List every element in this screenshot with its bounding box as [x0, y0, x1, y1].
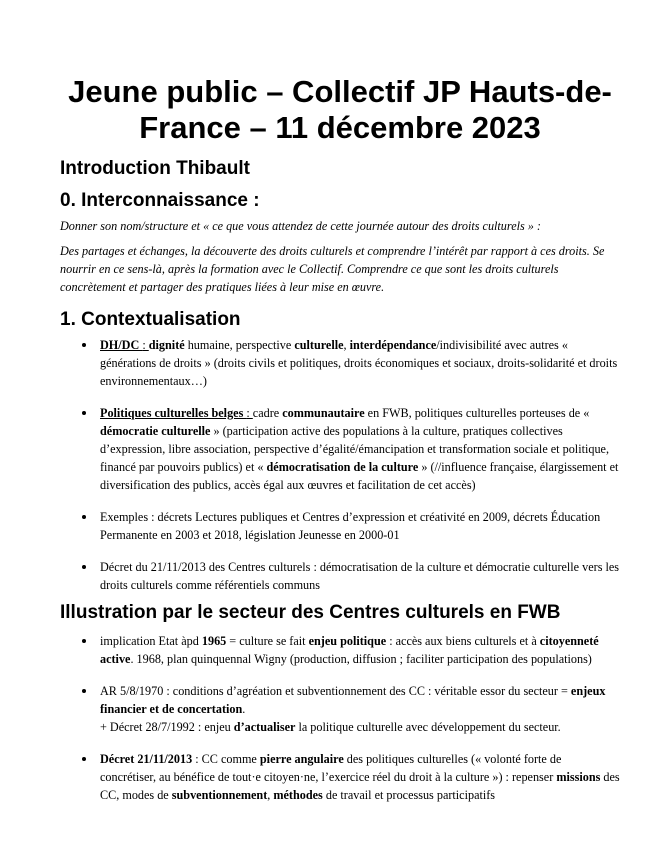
contextualisation-list: [60, 336, 620, 594]
page-title: Jeune public – Collectif JP Hauts-de-France – 11 décembre 2023: [68, 74, 612, 145]
intro-heading: Introduction Thibault: [60, 158, 250, 179]
interconnaissance-answer: Des partages et échanges, la découverte des droits culturels et comprendre l’intérêt par rapport à ces droits. Se nourrir en ce sens-là, après la formation avec le Collectif. Comprendre ce que sont les droits culturels concrètement et partager des pratiques liées à leur mise en œuvre.: [60, 244, 605, 294]
illustration-list: [60, 632, 620, 804]
list-item: Décret du 21/11/2013 des Centres culturels : démocratisation de la culture et démocratie culturelle vers les droits culturels comme référentiels communs: [60, 558, 620, 594]
list-item: DH/DC : dignité humaine, perspective culturelle, interdépendance/indivisibilité avec autres « générations de droits » (droits civils et politiques, droits économiques et sociaux, droits-solidarité et droits environnementaux…): [60, 336, 620, 390]
list-item: Exemples : décrets Lectures publiques et Centres d’expression et créativité en 2009, décrets Éducation Permanente en 2003 et 2018, législation Jeunesse en 2000-01: [60, 508, 620, 544]
list-item: AR 5/8/1970 : conditions d’agréation et subventionnement des CC : véritable essor du secteur = enjeux financier et de concertation. + Décret 28/7/1992 : enjeu d’actualiser la politique culturelle avec développement du secteur.: [60, 682, 620, 736]
interconnaissance-prompt: Donner son nom/structure et « ce que vous attendez de cette journée autour des droits culturels » :: [60, 219, 541, 233]
list-item: Décret 21/11/2013 : CC comme pierre angulaire des politiques culturelles (« volonté forte de concrétiser, au bénéfice de tout·e citoyen·ne, l’exercice réel du droit à la culture ») : repenser missions des CC, modes de subventionnement, méthodes de travail et processus participatifs: [60, 750, 620, 804]
list-item: implication Etat àpd 1965 = culture se fait enjeu politique : accès aux biens culturels et à citoyenneté active. 1968, plan quinquennal Wigny (production, diffusion ; faciliter participation des populations): [60, 632, 620, 668]
term-politiques: Politiques culturelles belges: [100, 406, 247, 420]
contextualisation-heading: 1. Contextualisation: [60, 309, 241, 330]
interconnaissance-heading: 0. Interconnaissance :: [60, 190, 260, 211]
list-item: Politiques culturelles belges : cadre communautaire en FWB, politiques culturelles porteuses de « démocratie culturelle » (participation active des populations à la culture, pratiques collectives d’expression, libre association, perspective d’égalité/émancipation et transformation sociale et politique, financé par pouvoirs publics) et « démocratisation de la culture » (//influence française, élargissement et diversification des publics, accès égal aux œuvres et facilitation de cet accès): [60, 404, 620, 494]
illustration-heading: Illustration par le secteur des Centres culturels en FWB: [60, 602, 561, 623]
term-dhdc: DH/DC: [100, 338, 143, 352]
